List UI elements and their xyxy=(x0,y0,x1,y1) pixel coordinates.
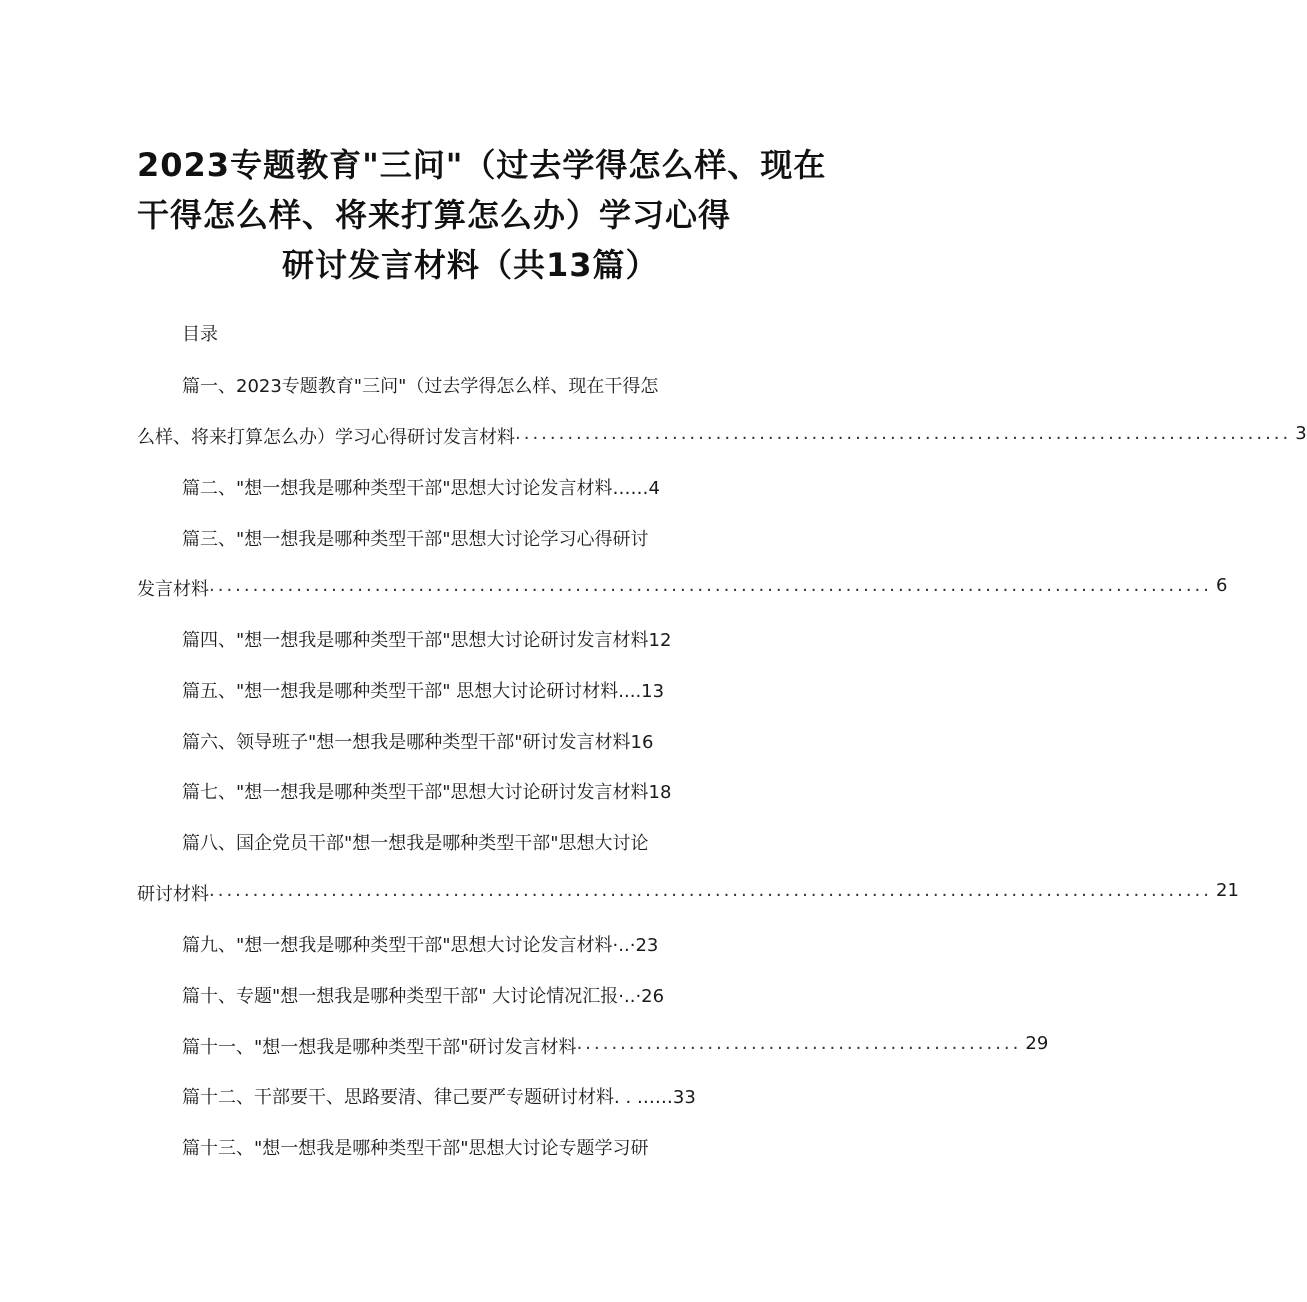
toc-entry-8-line1[interactable]: 篇八、国企党员干部"想一想我是哪种类型干部"思想大讨论 xyxy=(182,833,649,854)
toc-entry-7[interactable]: 篇七、"想一想我是哪种类型干部"思想大讨论研讨发言材料18 xyxy=(182,782,672,803)
page-number: 6 xyxy=(1216,575,1228,596)
toc-entry-4[interactable]: 篇四、"想一想我是哪种类型干部"思想大讨论研讨发言材料12 xyxy=(182,630,672,651)
toc-entry-10[interactable]: 篇十、专题"想一想我是哪种类型干部" 大讨论情况汇报·..·26 xyxy=(182,986,665,1007)
toc-entry-label: 研讨材料 xyxy=(137,884,209,905)
toc-entry-label: 篇十一、"想一想我是哪种类型干部"研讨发言材料 xyxy=(182,1037,577,1058)
toc-entry-11[interactable] xyxy=(182,1033,1049,1059)
toc-entry-1-line2[interactable] xyxy=(137,423,1307,449)
toc-entry-5[interactable]: 篇五、"想一想我是哪种类型干部" 思想大讨论研讨材料....13 xyxy=(182,681,665,702)
leader-dots: ................................................................................................................... xyxy=(209,575,1212,596)
leader-dots: ................................................... xyxy=(576,1033,1022,1054)
toc-entry-6[interactable]: 篇六、领导班子"想一想我是哪种类型干部"研讨发言材料16 xyxy=(182,732,654,753)
page-number: 21 xyxy=(1216,880,1239,901)
toc-entry-3-line1[interactable]: 篇三、"想一想我是哪种类型干部"思想大讨论学习心得研讨 xyxy=(182,529,649,550)
toc-entry-1-line1[interactable]: 篇一、2023专题教育"三问"（过去学得怎么样、现在干得怎 xyxy=(182,376,659,397)
toc-entry-13[interactable]: 篇十三、"想一想我是哪种类型干部"思想大讨论专题学习研 xyxy=(182,1138,649,1159)
leader-dots: ................................................................................................................... xyxy=(209,880,1212,901)
toc-entry-9[interactable]: 篇九、"想一想我是哪种类型干部"思想大讨论发言材料·..·23 xyxy=(182,935,659,956)
toc-entry-12[interactable]: 篇十二、干部要干、思路要清、律己要严专题研讨材料. . ……33 xyxy=(182,1087,696,1108)
title-line-2: 干得怎么样、将来打算怎么办）学习心得 xyxy=(137,196,732,234)
page-number: 29 xyxy=(1025,1033,1049,1054)
leader-dots: ......................................................................................... xyxy=(515,423,1292,444)
toc-heading: 目录 xyxy=(182,324,218,345)
toc-entry-2[interactable]: 篇二、"想一想我是哪种类型干部"思想大讨论发言材料……4 xyxy=(182,478,661,499)
page-number: 3 xyxy=(1295,423,1307,444)
toc-entry-8-line2[interactable] xyxy=(137,880,1239,906)
title-line-3: 研讨发言材料（共13篇） xyxy=(282,246,659,284)
toc-entry-label: 发言材料 xyxy=(137,579,209,600)
title-line-1: 2023专题教育"三问"（过去学得怎么样、现在 xyxy=(137,146,827,184)
toc-entry-3-line2[interactable] xyxy=(137,575,1228,601)
toc-entry-label: 么样、将来打算怎么办）学习心得研讨发言材料 xyxy=(137,427,515,448)
